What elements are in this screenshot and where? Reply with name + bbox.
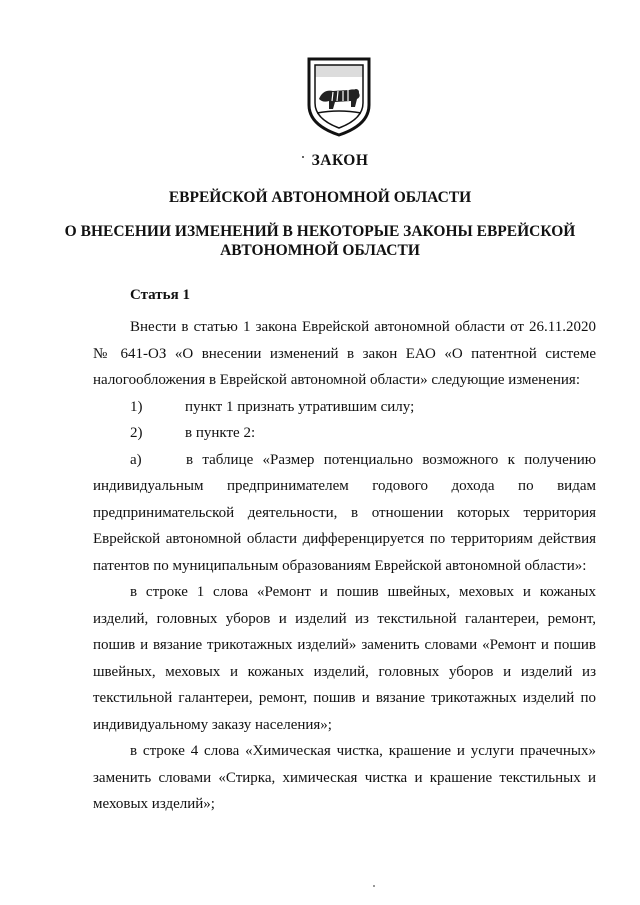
list-item-2-text: в пункте 2:	[185, 425, 256, 441]
article-body	[93, 314, 596, 818]
law-subject-line-1: О ВНЕСЕНИИ ИЗМЕНЕНИЙ В НЕКОТОРЫЕ ЗАКОНЫ ЕВРЕЙСКОЙ	[64, 223, 576, 240]
list-item-1-number: 1)	[130, 398, 143, 415]
sub-item-a	[93, 447, 596, 580]
row-1-paragraph: в строке 1 слова «Ремонт и пошив швейных, меховых и кожаных изделий, головных уборов и изделий из текстильной галантереи, ремонт, пошив и вязание трикотажных изделий» заменить словами «Ремонт и пошив швейных, меховых и кожаных изделий, головных уборов и изделий из текстильной галантереи, ремонт, пошив и вязание трикотажных изделий по индивидуальному заказу населения»;	[93, 584, 596, 733]
coat-of-arms-icon	[303, 55, 375, 139]
law-subject-line-2: АВТОНОМНОЙ ОБЛАСТИ	[220, 242, 420, 259]
list-item-2-number: 2)	[130, 425, 143, 441]
scan-dot	[373, 885, 375, 887]
article-heading: Статья 1	[130, 287, 190, 303]
law-subject-title	[0, 222, 640, 260]
list-item-1-text: пункт 1 признать утратившим силу;	[185, 398, 415, 415]
sub-item-a-number: а)	[130, 451, 142, 468]
row-4-paragraph: в строке 4 слова «Химическая чистка, крашение и услуги прачечных» заменить словами «Стирка, химическая чистка и крашение текстильных и меховых изделий»;	[93, 743, 596, 812]
region-title: ЕВРЕЙСКОЙ АВТОНОМНОЙ ОБЛАСТИ	[168, 189, 472, 206]
document-type-title: ЗАКОН	[311, 152, 369, 169]
article-intro-paragraph: Внести в статью 1 закона Еврейской автономной области от 26.11.2020 № 641-ОЗ «О внесении изменений в закон ЕАО «О патентной системе налогообложения в Еврейской автономной области» следующие изменения:	[93, 319, 596, 388]
sub-item-a-text: в таблице «Размер потенциально возможного к получению индивидуальным предпринимателем годового дохода по видам предпринимательской деятельности, в отношении которых территория Еврейской автономной области дифференцируется по территориям действия патентов по муниципальным образованиям Еврейской автономной области»:	[93, 451, 596, 574]
list-item-2	[93, 420, 596, 447]
list-item-1	[93, 394, 596, 421]
